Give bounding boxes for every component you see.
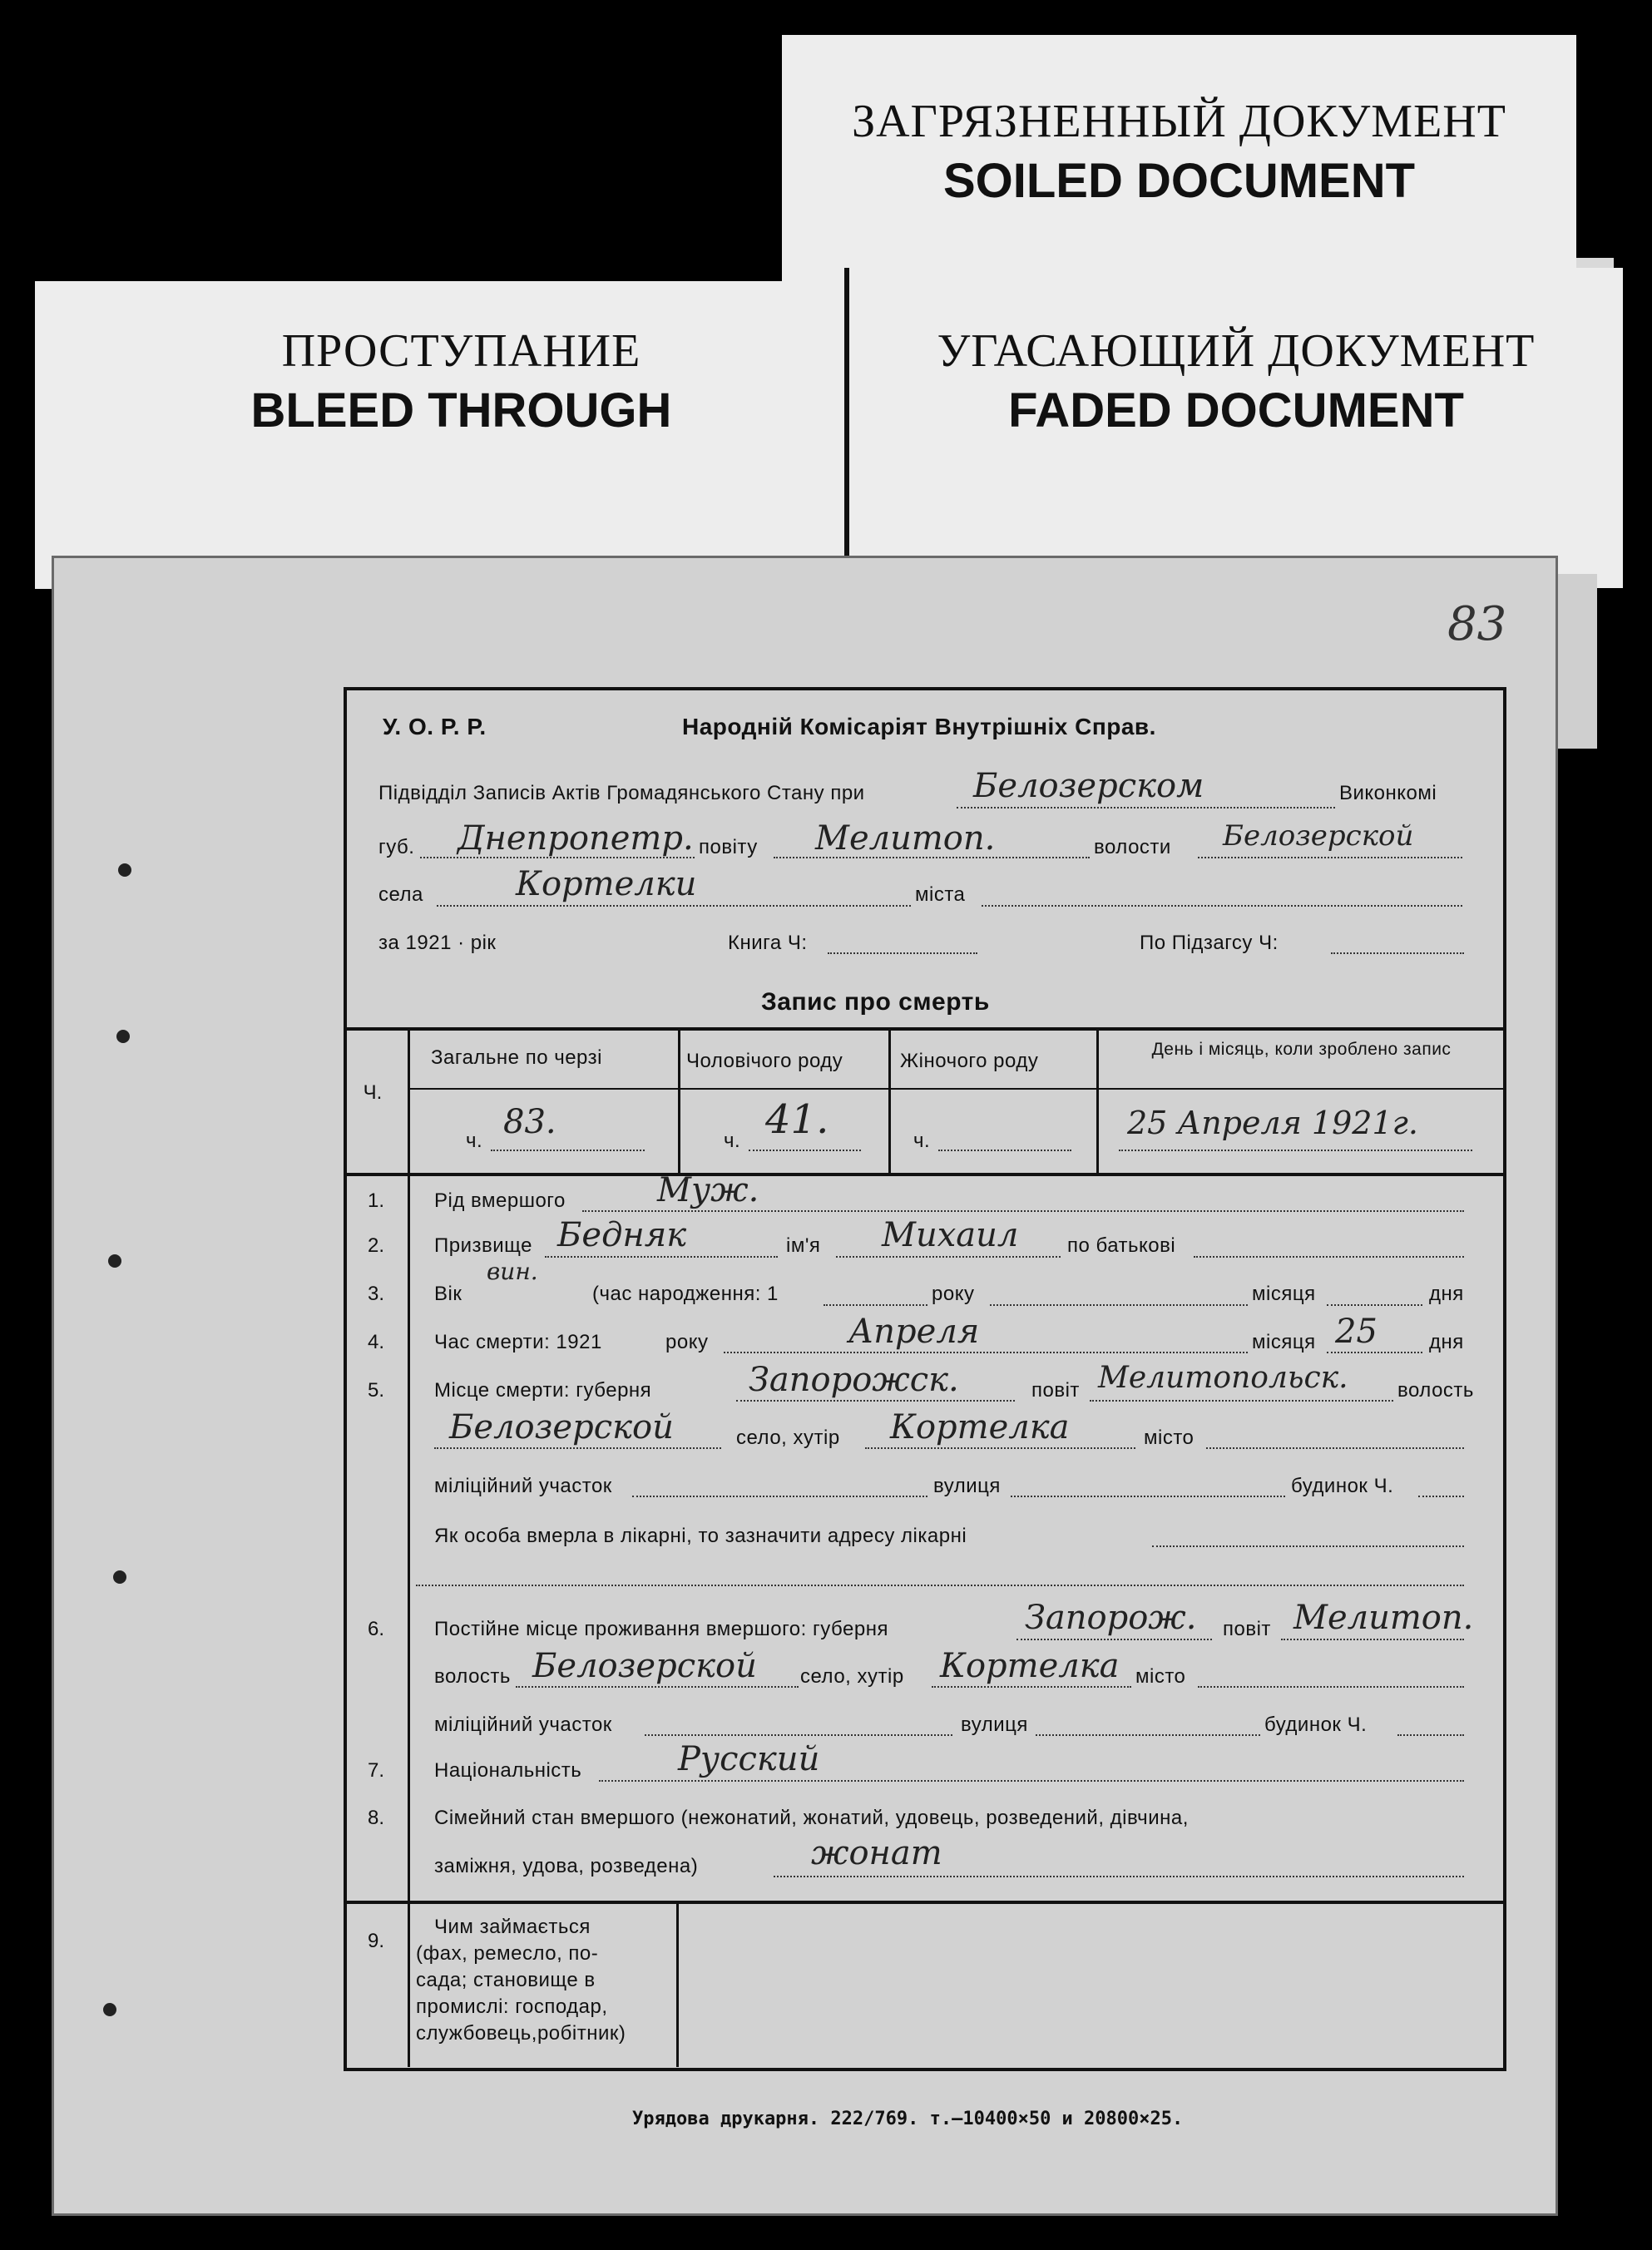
column-rule <box>676 1901 679 2067</box>
death-volost-value: Белозерской <box>449 1408 674 1446</box>
field-line <box>1011 1496 1285 1497</box>
row-number: 6. <box>367 1618 384 1640</box>
death-time-label: Час смерти: 1921 <box>434 1331 602 1353</box>
death-povit-value: Мелитопольск. <box>1098 1361 1348 1395</box>
hospital-label: Як особа вмерла в лікарні, то зазначити адресу лікарні <box>434 1525 967 1547</box>
column-rule <box>1096 1027 1099 1173</box>
nationality-label: Національність <box>434 1759 582 1782</box>
residence-volost-label: волость <box>434 1665 511 1688</box>
faded-label-ru: УГАСАЮЩИЙ ДОКУМЕНТ <box>937 325 1536 377</box>
soiled-label-en: SOILED DOCUMENT <box>942 154 1416 208</box>
deceased-sex-label: Рід вмершого <box>434 1189 566 1212</box>
field-line <box>434 1447 721 1449</box>
selo-value: Кортелки <box>516 865 697 903</box>
date-line <box>1119 1150 1472 1151</box>
death-militia-label: міліційний участок <box>434 1475 612 1497</box>
residence-povit-label: повіт <box>1223 1618 1271 1640</box>
marital-status-options: заміжня, удова, розведена) <box>434 1855 699 1877</box>
bleed-label-en: BLEED THROUGH <box>250 383 672 438</box>
marital-status-value: жонат <box>811 1834 942 1872</box>
residence-povit-value: Мелитоп. <box>1293 1599 1474 1637</box>
ch-prefix: ч. <box>724 1130 741 1152</box>
gub-value: Днепропетр. <box>458 819 694 858</box>
occupation-note: службовець,робітник) <box>416 2022 626 2045</box>
row-number: 8. <box>367 1807 384 1829</box>
punch-hole <box>116 1030 130 1043</box>
occupation-label: Чим займається <box>434 1916 591 1938</box>
punch-hole <box>103 2003 116 2016</box>
row-number: 2. <box>367 1234 384 1257</box>
residence-gub-value: Запорож. <box>1025 1599 1197 1637</box>
field-line <box>1327 1352 1422 1353</box>
male-line <box>749 1150 861 1151</box>
birth-label: (час народження: 1 <box>592 1283 779 1305</box>
birth-month-label: місяця <box>1252 1283 1316 1305</box>
nationality-value: Русский <box>678 1740 820 1778</box>
col-female-header: Жіночого роду <box>900 1050 1039 1072</box>
faded-document-label <box>844 268 1623 588</box>
divider <box>408 1088 1503 1090</box>
divider <box>344 1901 1503 1904</box>
ch-prefix: ч. <box>466 1130 483 1152</box>
row-number: 5. <box>367 1379 384 1402</box>
field-line <box>545 1256 778 1258</box>
field-line <box>645 1734 952 1736</box>
book-label: Книга Ч: <box>728 932 808 954</box>
field-line <box>416 1585 1464 1586</box>
counts-ch-label: Ч. <box>363 1081 383 1104</box>
col-male-header: Чоловічого роду <box>686 1050 843 1072</box>
name-label: ім'я <box>786 1234 821 1257</box>
field-line <box>1194 1256 1464 1258</box>
povit-value: Мелитоп. <box>815 819 996 858</box>
death-misto-label: місто <box>1144 1427 1194 1449</box>
volost-line <box>1198 857 1462 858</box>
field-line <box>736 1400 1015 1402</box>
field-line <box>1090 1400 1393 1402</box>
field-line <box>990 1304 1248 1306</box>
surname-value: Бедняк <box>557 1216 687 1254</box>
field-line <box>1418 1496 1464 1497</box>
death-gub-value: Запорожск. <box>749 1361 959 1399</box>
col-general-header: Загальне по черзі <box>431 1046 602 1069</box>
field-line <box>599 1780 1464 1782</box>
faded-label-en: FADED DOCUMENT <box>1008 383 1464 438</box>
selo-label: села <box>378 883 423 906</box>
mista-line <box>982 905 1462 907</box>
row-number: 4. <box>367 1331 384 1353</box>
residence-selo-value: Кортелка <box>940 1647 1120 1685</box>
birth-day-label: дня <box>1429 1283 1464 1305</box>
general-count-value: 83. <box>503 1103 556 1141</box>
death-day-value: 25 <box>1335 1313 1377 1351</box>
field-line <box>824 1304 927 1306</box>
volost-value: Белозерской <box>1223 819 1414 853</box>
field-line <box>632 1496 927 1497</box>
residence-house-label: будинок Ч. <box>1264 1713 1368 1736</box>
commissariat-title: Народній Комісаріят Внутрішніх Справ. <box>682 714 1156 739</box>
column-rule <box>678 1027 680 1173</box>
residence-street-label: вулиця <box>961 1713 1028 1736</box>
occupation-note: промислі: господар, <box>416 1995 608 2018</box>
field-line <box>1327 1304 1422 1306</box>
row-number: 3. <box>367 1283 384 1305</box>
death-house-label: будинок Ч. <box>1291 1475 1394 1497</box>
occupation-note: (фах, ремесло, по- <box>416 1942 599 1965</box>
column-rule <box>888 1027 891 1173</box>
residence-label: Постійне місце проживання вмершого: губерня <box>434 1618 888 1640</box>
sub-book-label: По Підзагсу Ч: <box>1140 932 1279 954</box>
page-number: 83 <box>1447 597 1507 651</box>
death-selo-value: Кортелка <box>890 1408 1070 1446</box>
field-line <box>1198 1686 1464 1688</box>
bleed-label-ru: ПРОСТУПАНИЕ <box>281 325 641 377</box>
age-value: вин. <box>487 1258 538 1285</box>
residence-volost-value: Белозерской <box>532 1647 757 1685</box>
soiled-document-label <box>782 35 1576 284</box>
year-label: за 1921 · рік <box>378 932 497 954</box>
col-date-header: День і місяць, коли зроблено запис <box>1151 1040 1452 1059</box>
book-line <box>828 952 977 954</box>
death-volost-label: волость <box>1397 1379 1474 1402</box>
record-date-value: 25 Апреля 1921г. <box>1127 1105 1418 1141</box>
row-number: 7. <box>367 1759 384 1782</box>
death-povit-label: повіт <box>1031 1379 1080 1402</box>
residence-militia-label: міліційний участок <box>434 1713 612 1736</box>
field-line <box>932 1686 1131 1688</box>
surname-label: Призвище <box>434 1234 532 1257</box>
death-street-label: вулиця <box>933 1475 1001 1497</box>
field-line <box>774 1876 1464 1877</box>
general-line <box>491 1150 645 1151</box>
printer-imprint: Урядова друкарня. 222/769. т.—10400×50 и 20800×25. <box>632 2109 1184 2129</box>
marital-status-label: Сімейний стан вмершого (нежонатий, жонатий, удовець, розведений, дівчина, <box>434 1807 1189 1829</box>
field-line <box>516 1686 799 1688</box>
row-number: 9. <box>367 1930 384 1952</box>
bleed-through-label <box>35 281 888 589</box>
death-selo-label: село, хутір <box>736 1427 840 1449</box>
povit-label: повіту <box>699 836 758 858</box>
punch-hole <box>108 1254 121 1268</box>
punch-hole <box>113 1570 126 1584</box>
punch-hole <box>118 863 131 877</box>
occupation-note: сада; становище в <box>416 1969 596 1991</box>
death-month-label: місяця <box>1252 1331 1316 1353</box>
field-line <box>1397 1734 1464 1736</box>
death-month-value: Апреля <box>848 1313 980 1351</box>
residence-misto-label: місто <box>1135 1665 1186 1688</box>
divider <box>344 1027 1503 1031</box>
death-year-label: року <box>665 1331 709 1353</box>
number-column-rule <box>408 1027 410 2067</box>
field-line <box>1206 1447 1464 1449</box>
female-line <box>938 1150 1071 1151</box>
volost-label: волости <box>1094 836 1171 858</box>
death-place-label: Місце смерти: губерня <box>434 1379 652 1402</box>
field-line <box>836 1256 1061 1258</box>
field-line <box>1016 1639 1212 1640</box>
age-label: Вік <box>434 1283 462 1305</box>
residence-selo-label: село, хутір <box>800 1665 904 1688</box>
soiled-label-ru: ЗАГРЯЗНЕННЫЙ ДОКУМЕНТ <box>852 96 1506 147</box>
sub-book-line <box>1331 952 1464 954</box>
first-name-value: Михаил <box>882 1216 1019 1254</box>
divider <box>344 1173 1503 1176</box>
field-line <box>724 1352 1248 1353</box>
row-number: 1. <box>367 1189 384 1212</box>
patronymic-label: по батькові <box>1067 1234 1176 1257</box>
subdivision-suffix: Виконкомі <box>1339 782 1437 804</box>
mista-label: міста <box>915 883 966 906</box>
death-day-label: дня <box>1429 1331 1464 1353</box>
subdivision-line <box>957 807 1335 809</box>
deceased-sex-value: Муж. <box>657 1171 759 1209</box>
selo-line <box>437 905 911 907</box>
male-count-value: 41. <box>765 1096 829 1143</box>
republic-abbrev: У. О. Р. Р. <box>383 714 487 739</box>
gub-label: губ. <box>378 836 415 858</box>
subdivision-prefix: Підвідділ Записів Актів Громадянського Стану при <box>378 782 865 804</box>
field-line <box>582 1210 1464 1212</box>
birth-year-label: року <box>932 1283 975 1305</box>
record-title: Запис про смерть <box>761 988 990 1016</box>
field-line <box>1152 1545 1464 1547</box>
ch-prefix: ч. <box>913 1130 931 1152</box>
field-line <box>1281 1639 1464 1640</box>
field-line <box>865 1447 1135 1449</box>
subdivision-value: Белозерском <box>973 767 1204 805</box>
field-line <box>1036 1734 1260 1736</box>
